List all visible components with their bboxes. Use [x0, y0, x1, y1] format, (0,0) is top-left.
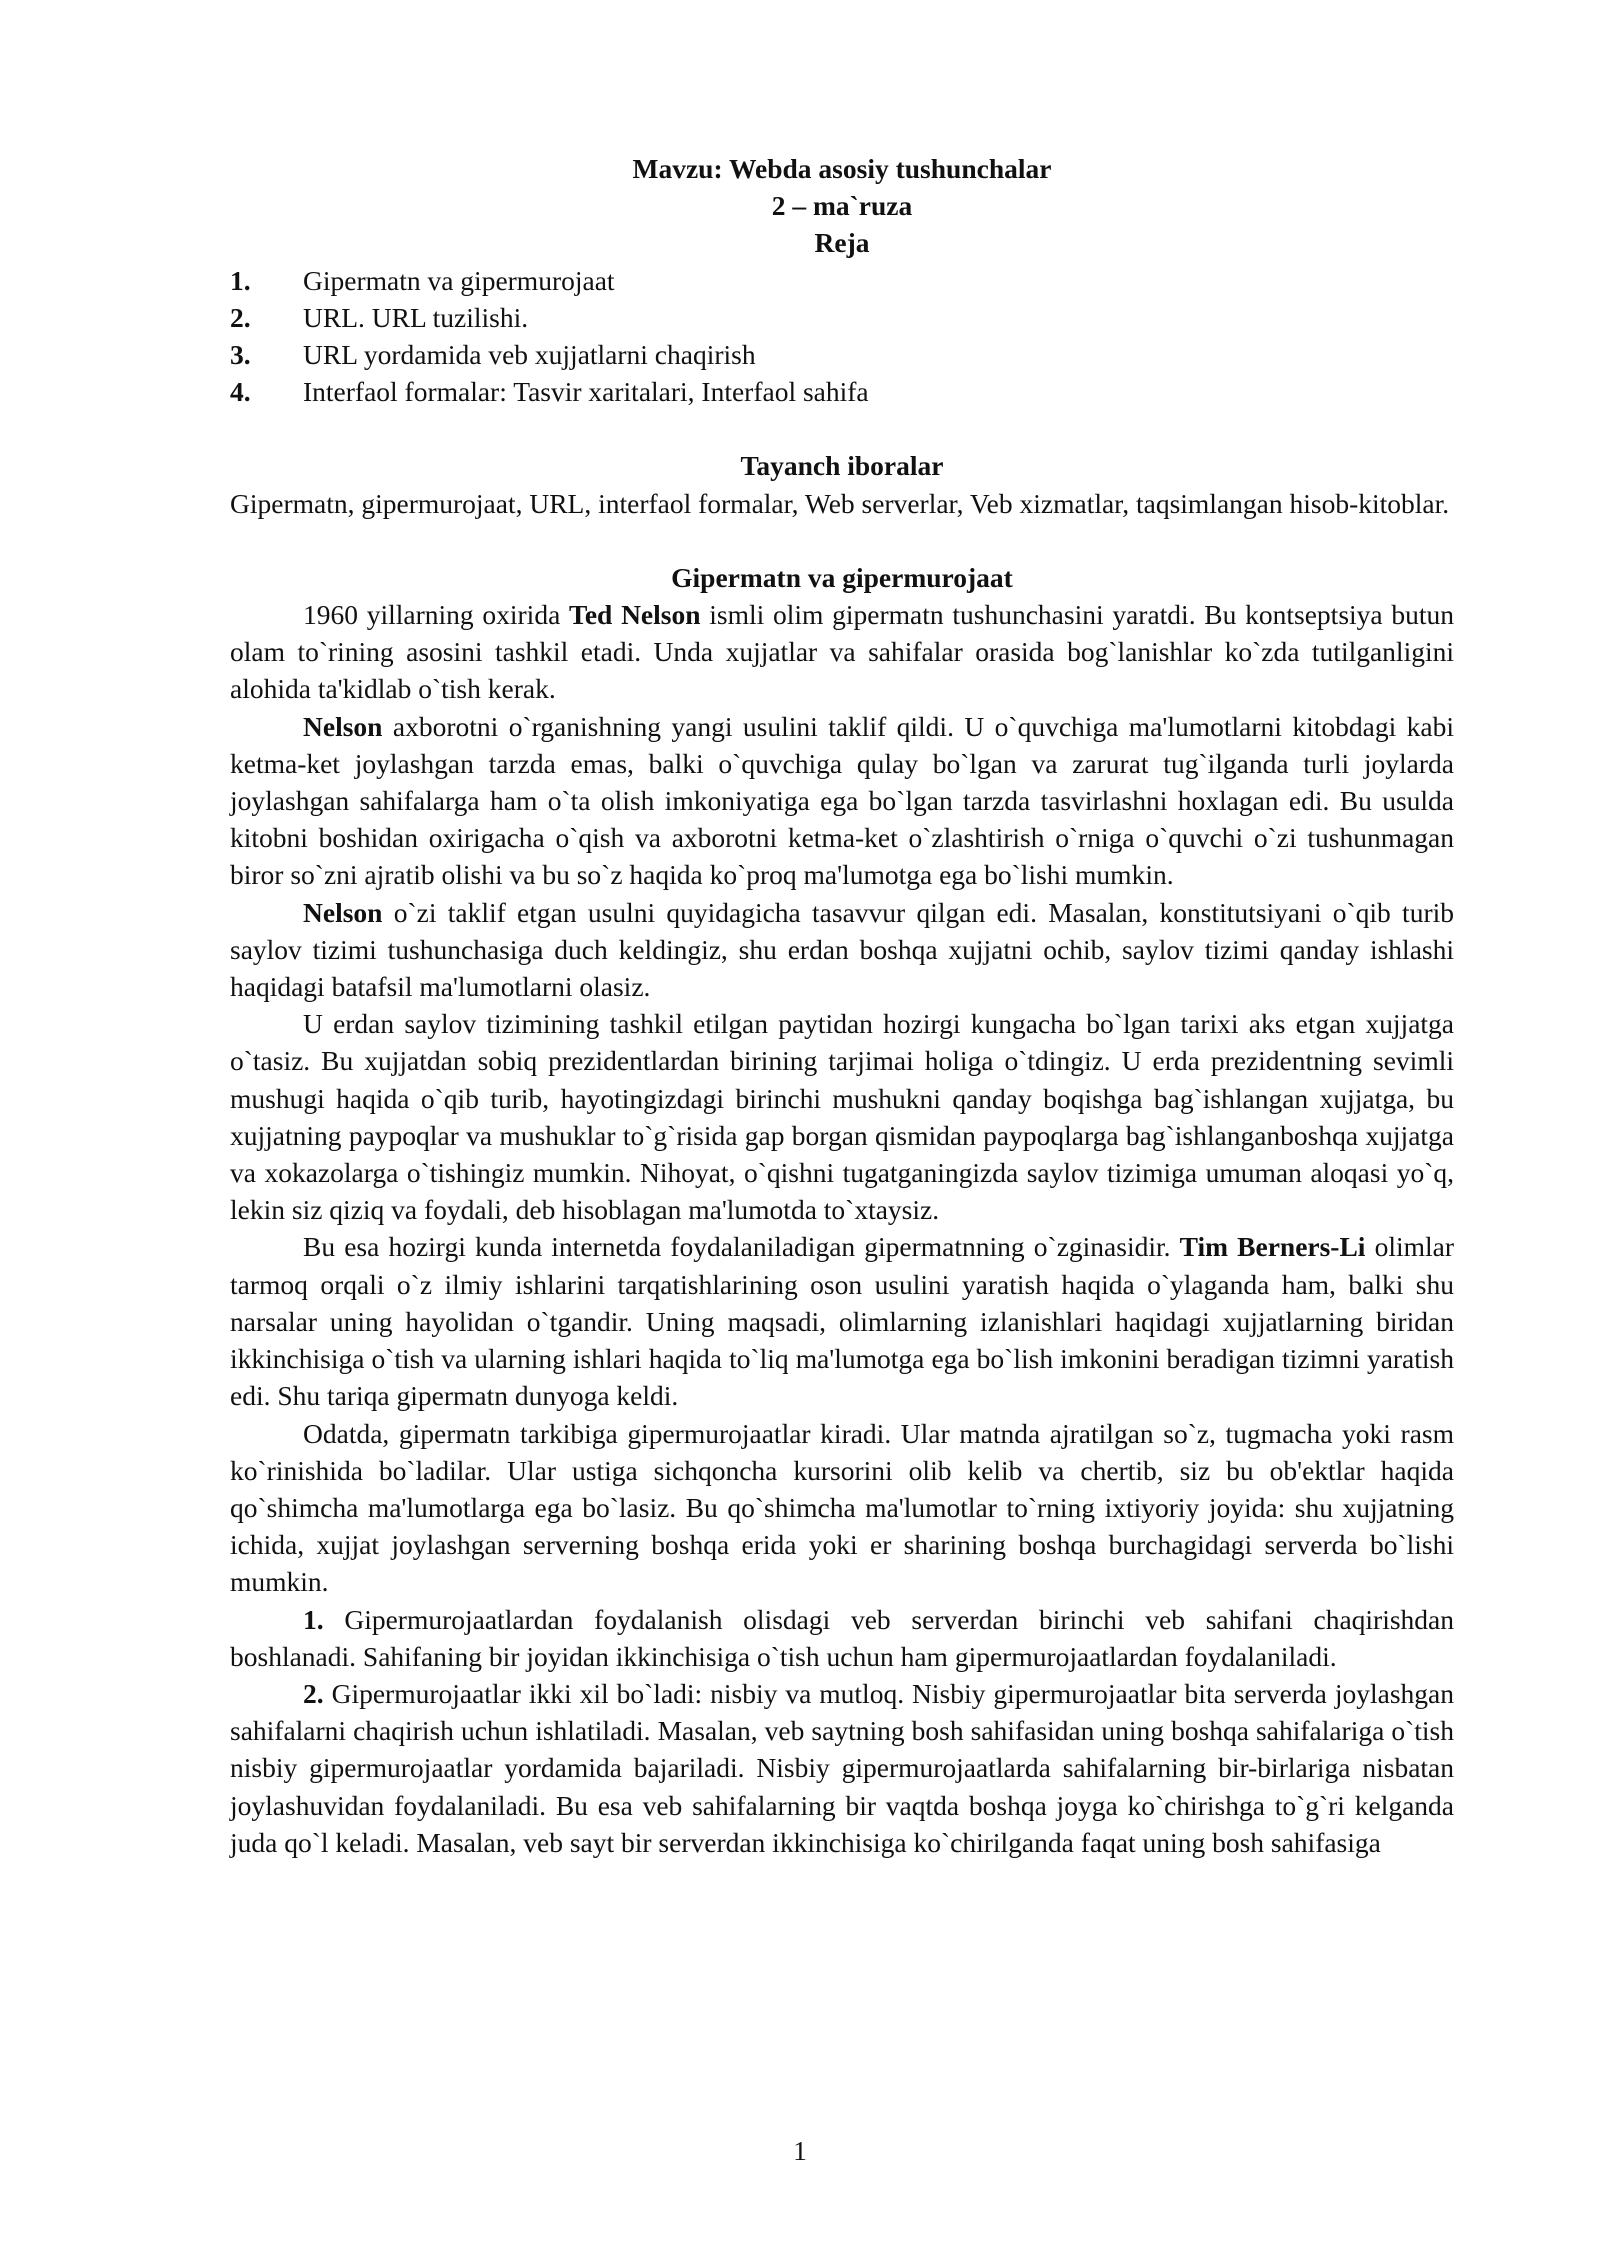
paragraph-text: ismli olim gipermatn tushunchasini yaratdi. Bu kontseptsiya butun olam to`rining asosini tashkil etadi. Unda xujjatlar va sahifalar orasida bog`lanishlar ko`zda tutilganligini alohida ta'kidlab o`tish kerak. [230, 599, 1454, 705]
plan-item [230, 262, 1454, 299]
bold-name: Tim Berners-Li [1179, 1231, 1366, 1263]
plan-item-number: 1. [230, 264, 251, 296]
paragraph-text: o`zi taklif etgan usulni quyidagicha tasavvur qilgan edi. Masalan, konstitutsiyani o`qib turib saylov tizimi tushunchasiga duch keldingiz, shu erdan boshqa xujjatni ochib, saylov tizimi qanday ishlashi haqidagi batafsil ma'lumotlarni olasiz. [230, 896, 1454, 1003]
paragraph [230, 1601, 1454, 1675]
paragraph: Odatda, gipermatn tarkibiga gipermurojaatlar kiradi. Ular matnda ajratilgan so`z, tugmacha yoki rasm ko`rinishida bo`ladilar. Ular ustiga sichqoncha kursorini olib kelib va chertib, siz bu ob'ektlar haqida qo`shimcha ma'lumotlarga ega bo`lasiz. Bu qo`shimcha ma'lumotlar to`rning ixtiyoriy joyida: shu xujjatning ichida, xujjat joylashgan serverning boshqa erida yoki er sharining boshqa burchagidagi serverda bo`lishi mumkin. [230, 1417, 1454, 1598]
plan-item-number: 3. [230, 339, 251, 371]
plan-item [230, 336, 1454, 373]
topic-heading: Mavzu: Webda asosiy tushunchalar [632, 153, 1052, 184]
plan-item [230, 373, 1454, 410]
plan-item-text: Gipermatn va gipermurojaat [303, 264, 615, 296]
plan-item-text: URL yordamida veb xujjatlarni chaqirish [303, 339, 756, 371]
plan-heading: Reja [814, 227, 870, 259]
paragraph-text: Bu esa hozirgi kunda internetda foydalaniladigan gipermatnning o`zginasidir. [303, 1231, 1180, 1263]
paragraph-text: Gipermurojaatlar ikki xil bo`ladi: nisbiy va mutloq. Nisbiy gipermurojaatlar bita serverda joylashgan sahifalarni chaqirish uchun ishlatiladi. Masalan, veb saytning bosh sahifasidan uning boshqa sahifalariga o`tish nisbiy gipermurojaatlar yordamida bajariladi. Nisbiy gipermurojaatlarda sahifalarning bir-birlariga nisbatan joylashuvidan foydalaniladi. Bu esa veb sahifalarning bir vaqtda boshqa joyga ko`chirishga to`g`ri kelganda juda qo`l keladi. Masalan, veb sayt bir serverdan ikkinchisiga ko`chirilganda faqat uning bosh sahifasiga [230, 1677, 1454, 1858]
paragraph [230, 1228, 1454, 1414]
bold-name: Nelson [303, 710, 383, 742]
keywords-text: Gipermatn, gipermurojaat, URL, interfaol formalar, Web serverlar, Veb xizmatlar, taqsimlangan hisob-kitoblar. [230, 487, 1450, 519]
paragraph [230, 708, 1454, 894]
paragraph-number: 1. [303, 1603, 324, 1635]
bold-name: Ted Nelson [569, 599, 701, 631]
paragraph [230, 596, 1454, 708]
paragraph-text: 1960 yillarning oxirida [303, 599, 570, 631]
section-heading: Gipermatn va gipermurojaat [671, 561, 1013, 593]
plan-item-text: Interfaol formalar: Tasvir xaritalari, Interfaol sahifa [303, 376, 869, 408]
page-number: 1 [793, 2135, 807, 2166]
bold-name: Nelson [303, 896, 383, 928]
plan-list [230, 262, 1454, 411]
paragraph-text: axborotni o`rganishning yangi usulini taklif qildi. U o`quvchiga ma'lumotlarni kitobdagi kabi ketma-ket joylashgan tarzda emas, balki o`quvchiga qulay bo`lgan va zarurat tug`ilganda turli joylarda joylashgan sahifalarga ham o`ta olish imkoniyatiga ega bo`lgan tarzda tasvirlashni hoxlagan edi. Bu usulda kitobni boshidan oxirigacha o`qish va axborotni ketma-ket o`zlashtirish o`rniga o`quvchi o`zi tushunmagan biror so`zni ajratib olishi va bu so`z haqida ko`proq ma'lumotga ega bo`lishi mumkin. [230, 710, 1454, 891]
plan-item-number: 4. [230, 376, 251, 408]
paragraph: U erdan saylov tizimining tashkil etilgan paytidan hozirgi kungacha bo`lgan tarixi aks etgan xujjatga o`tasiz. Bu xujjatdan sobiq prezidentlardan birining tarjimai holiga o`tdingiz. U erda prezidentning sevimli mushugi haqida o`qib turib, hayotingizdagi birinchi mushukni qanday boqishga bag`ishlangan xujjatga, bu xujjatning paypoqlar va mushuklar to`g`risida gap borgan qismidan paypoqlarga bag`ishlanganboshqa xujjatga va xokazolarga o`tishingiz mumkin. Nihoyat, o`qishni tugatganingizda saylov tizimiga umuman aloqasi yo`q, lekin siz qiziq va foydali, deb hisoblagan ma'lumotda to`xtaysiz. [230, 1008, 1454, 1226]
plan-item [230, 299, 1454, 336]
lecture-number: 2 – ma`ruza [771, 190, 913, 222]
keywords-heading: Tayanch iboralar [740, 450, 944, 482]
paragraph-number: 2. [303, 1677, 324, 1709]
plan-item-number: 2. [230, 301, 251, 333]
paragraph [230, 894, 1454, 1006]
paragraph [230, 1675, 1454, 1861]
paragraph-text: olimlar tarmoq orqali o`z ilmiy ishlarini tarqatishlarining oson usulini yaratish haqida o`ylaganda ham, balki shu narsalar uning hayolidan o`tgandir. Uning maqsadi, olimlarning izlanishlari haqidagi xujjatlarning biridan ikkinchisiga o`tish va ularning ishlari haqida to`liq ma'lumotga ega bo`lish imkonini beradigan tizimni yaratish edi. Shu tariqa gipermatn dunyoga keldi. [230, 1231, 1455, 1412]
plan-item-text: URL. URL tuzilishi. [303, 301, 529, 333]
document-page [230, 150, 1454, 1861]
paragraph-text: Gipermurojaatlardan foydalanish olisdagi veb serverdan birinchi veb sahifani chaqirishdan boshlanadi. Sahifaning bir joyidan ikkinchisiga o`tish uchun ham gipermurojaatlardan foydalaniladi. [230, 1603, 1454, 1672]
